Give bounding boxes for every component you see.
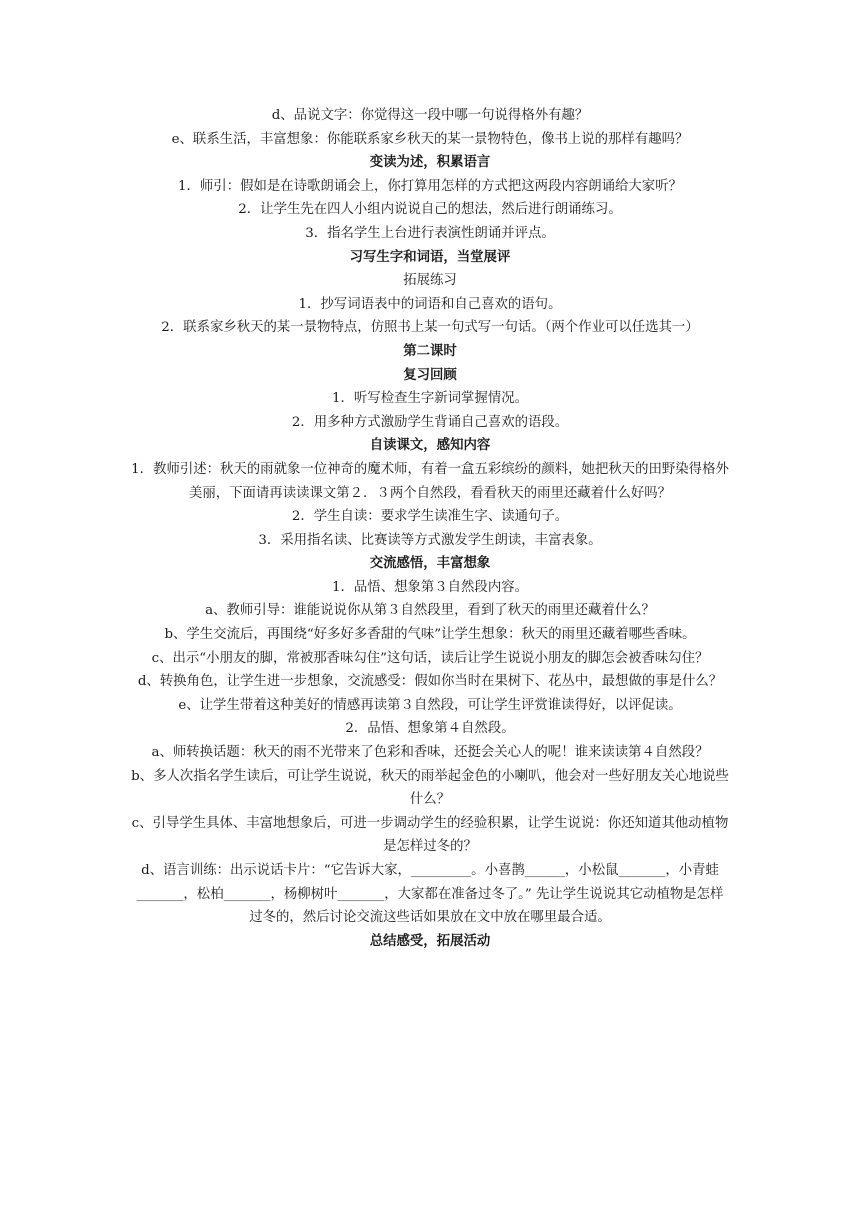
body-line: d、品说文字：你觉得这一段中哪一句说得格外有趣？: [271, 108, 589, 123]
body-line: 1．师引：假如是在诗歌朗诵会上，你打算用怎样的方式把这两段内容朗诵给大家听？: [178, 178, 682, 194]
section-heading: 习写生字和词语，当堂展评: [349, 249, 511, 265]
body-line: c、引导学生具体、丰富地想象后，可进一步调动学生的经验积累，让学生说说：你还知道其他动植物是怎样过冬的？: [131, 815, 729, 855]
body-line: 2．学生自读：要求学生读准生字、读通句子。: [291, 509, 569, 525]
body-line: 1．品悟、想象第３自然段内容。: [332, 579, 528, 595]
body-line: d、转换角色，让学生进一步想象，交流感受：假如你当时在果树下、花丛中，最想做的事是什么？: [137, 674, 723, 690]
body-line: 2．用多种方式激励学生背诵自己喜欢的语段。: [291, 414, 569, 430]
body-line: 3．指名学生上台进行表演性朗诵并评点。: [305, 225, 555, 241]
body-line: 2．品悟、想象第４自然段。: [345, 721, 515, 737]
body-line: a、师转换话题：秋天的雨不光带来了色彩和香味，还挺会关心人的呢！谁来读读第４自然段？: [151, 745, 709, 761]
body-line: 拓展练习: [403, 273, 457, 289]
body-line: 1．抄写词语表中的词语和自己喜欢的语句。: [298, 296, 562, 312]
body-line: 1．教师引述：秋天的雨就象一位神奇的魔术师，有着一盒五彩缤纷的颜料，她把秋天的田野染得格外美丽，下面请再读读课文第２．３两个自然段，看看秋天的雨里还藏着什么好吗？: [131, 461, 729, 501]
body-line: 2．联系家乡秋天的某一景物特点，仿照书上某一句式写一句话。（两个作业可以任选其一）: [161, 320, 699, 336]
body-line: b、学生交流后，再围绕“好多好多香甜的气味”让学生想象：秋天的雨里还藏着哪些香味。: [164, 627, 696, 643]
section-heading: 自读课文，感知内容: [369, 438, 491, 454]
body-line: b、多人次指名学生读后，可让学生说说，秋天的雨举起金色的小喇叭，他会对一些好朋友关心地说些什么？: [131, 768, 729, 808]
body-line: d、语言训练：出示说话卡片：“它告诉大家，_________。小喜鹊______，小松鼠_______，小青蛙_______，松柏_______，杨柳树叶_______，大家都在准备过冬了。” 先让学生说说其它动植物是怎样过冬的，然后讨论交流这些话如果放在文中放在哪里最合适。: [136, 863, 724, 926]
section-heading: 复习回顾: [403, 367, 457, 383]
body-line: 2．让学生先在四人小组内说说自己的想法，然后进行朗诵练习。: [238, 202, 622, 218]
section-heading: 交流感悟，丰富想象: [369, 556, 491, 572]
body-line: 1．听写检查生字新词掌握情况。: [332, 391, 528, 407]
body-line: e、联系生活，丰富想象：你能联系家乡秋天的某一景物特色，像书上说的那样有趣吗？: [171, 131, 689, 147]
body-line: 3．采用指名读、比赛读等方式激发学生朗读，丰富表象。: [258, 532, 602, 548]
section-heading: 总结感受，拓展活动: [369, 933, 491, 949]
document-body: [130, 104, 730, 953]
body-line: c、出示“小朋友的脚，常被那香味勾住”这句话，读后让学生说说小朋友的脚怎会被香味勾住？: [151, 650, 709, 666]
body-line: a、教师引导：谁能说说你从第３自然段里，看到了秋天的雨里还藏着什么？: [205, 603, 655, 619]
section-heading: 第二课时: [403, 343, 457, 359]
body-line: e、让学生带着这种美好的情感再读第３自然段，可让学生评赏谁读得好，以评促读。: [178, 697, 682, 713]
section-heading: 变读为述，积累语言: [369, 155, 491, 171]
